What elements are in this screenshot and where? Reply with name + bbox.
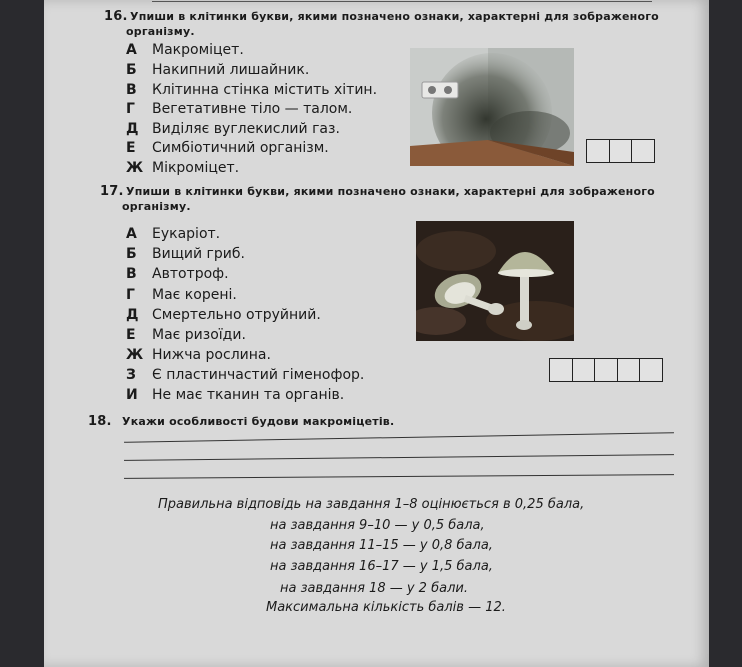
top-rule	[152, 1, 652, 2]
q17-option-d: Д Смертельно отруйний.	[126, 307, 321, 323]
mold-on-wall-photo	[410, 48, 574, 166]
q17-option-a: А Еукаріот.	[126, 226, 221, 242]
q17-answer-box[interactable]	[617, 358, 641, 382]
q16-title-line2: організму.	[126, 25, 195, 38]
scoring-line-1: Правильна відповідь на завдання 1–8 оцінюється в 0,25 бала,	[158, 497, 585, 512]
q16-answer-box[interactable]	[586, 139, 610, 163]
q16-title	[104, 9, 664, 39]
mushroom-photo	[416, 221, 574, 341]
q17-option-e: Е Має ризоїди.	[126, 327, 246, 343]
q16-answer-box[interactable]	[631, 139, 655, 163]
q16-number: 16.	[104, 9, 128, 24]
q17-option-zh: Ж Нижча рослина.	[126, 347, 271, 363]
worksheet-page	[44, 0, 709, 667]
q17-number: 17.	[100, 184, 124, 199]
scoring-line-4: на завдання 16–17 — у 1,5 бала,	[270, 559, 493, 574]
q17-answer-box[interactable]	[639, 358, 663, 382]
q16-option-zh: Ж Мікроміцет.	[126, 160, 240, 176]
q17-option-y: И Не має тканин та органів.	[126, 387, 345, 403]
q18-number: 18.	[88, 414, 112, 429]
q17-option-g: Г Має корені.	[126, 287, 237, 303]
q16-answer-box[interactable]	[609, 139, 633, 163]
q18-title	[88, 414, 648, 429]
scoring-line-2: на завдання 9–10 — у 0,5 бала,	[270, 518, 485, 533]
q16-option-g: Г Вегетативне тіло — талом.	[126, 101, 353, 117]
answer-line[interactable]	[124, 454, 674, 461]
q16-title-line1: Упиши в клітинки букви, якими позначено ознаки, характерні для зображеного	[130, 10, 659, 23]
q18-title-text: Укажи особливості будови макроміцетів.	[122, 415, 395, 428]
answer-line[interactable]	[124, 432, 674, 443]
q17-option-b: Б Вищий гриб.	[126, 246, 245, 262]
q17-title	[100, 184, 660, 214]
q17-option-z: З Є пластинчастий гіменофор.	[126, 367, 365, 383]
scoring-line-3: на завдання 11–15 — у 0,8 бала,	[270, 538, 493, 553]
q16-option-d: Д Виділяє вуглекислий газ.	[126, 121, 340, 137]
q17-title-line2: організму.	[122, 200, 191, 213]
answer-line[interactable]	[124, 474, 674, 479]
q17-answer-box[interactable]	[549, 358, 573, 382]
scoring-line-5: на завдання 18 — у 2 бали.	[280, 581, 468, 596]
q16-option-v: В Клітинна стінка містить хітин.	[126, 82, 378, 98]
q16-answer-boxes	[586, 139, 654, 163]
q17-answer-box[interactable]	[572, 358, 596, 382]
q16-option-e: Е Симбіотичний організм.	[126, 140, 329, 156]
q17-option-v: В Автотроф.	[126, 266, 229, 282]
q16-option-b: Б Накипний лишайник.	[126, 62, 310, 78]
q17-answer-box[interactable]	[594, 358, 618, 382]
q16-option-a: А Макроміцет.	[126, 42, 244, 58]
scoring-line-6: Максимальна кількість балів — 12.	[266, 600, 506, 615]
q17-title-line1: Упиши в клітинки букви, якими позначено ознаки, характерні для зображеного	[126, 185, 655, 198]
q17-answer-boxes	[549, 358, 662, 382]
